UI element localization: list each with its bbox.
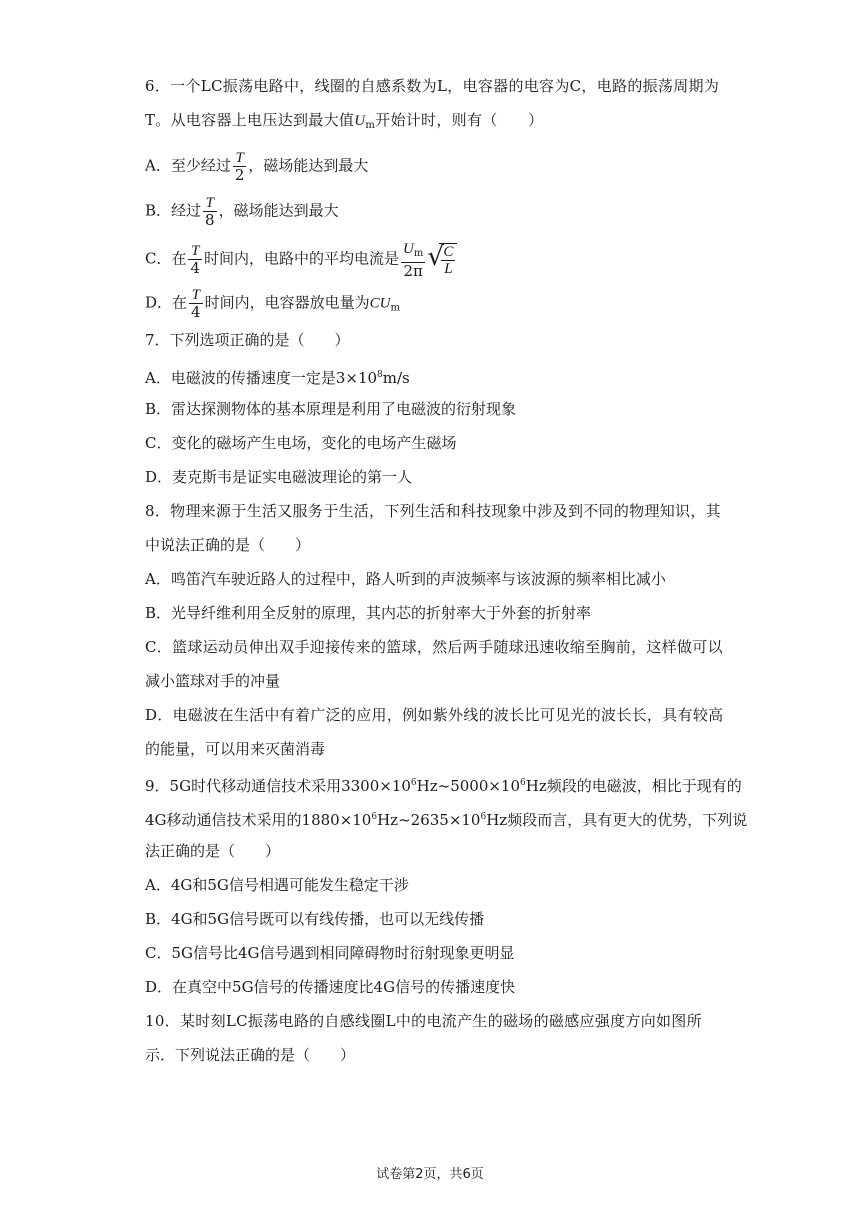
q9-option-d: D．在真空中5G信号的传播速度比4G信号的传播速度快 xyxy=(145,978,516,996)
fraction: $\frac{U_m}{2\pi}$ xyxy=(403,241,424,280)
q7-stem: 7．下列选项正确的是（ ） xyxy=(145,331,350,349)
q6-option-a: A．至少经过 $\frac{T}{2}$ ，磁场能达到最大 xyxy=(145,150,369,184)
q6-stem-line1: 6．一个LC振荡电路中，线圈的自感系数为L，电容器的电容为C，电路的振荡周期为 xyxy=(145,77,720,95)
q8-option-c-line1: C．篮球运动员伸出双手迎接传来的篮球，然后两手随球迅速收缩至胸前，这样做可以 xyxy=(145,638,723,656)
q9-option-a: A．4G和5G信号相遇可能发生稳定干涉 xyxy=(145,876,409,894)
q8-option-c-line2: 减小篮球对手的冲量 xyxy=(145,672,281,690)
q6-stem-line2: T。从电容器上电压达到最大值$U_m$开始计时，则有（ ） xyxy=(145,111,544,131)
q9-stem-line2: 4G移动通信技术采用的$1880\times 10^6Hz\sim 2635\times 10^6Hz$频段而言，具有更大的优势，下列说 xyxy=(145,811,748,829)
page-footer: 试卷第2页，共6页 xyxy=(376,1167,484,1182)
q9-stem-line1: 9．5G时代移动通信技术采用$3300\times 10^6Hz\sim 5000\times 10^6Hz$频段的电磁波，相比于现有的 xyxy=(145,777,742,795)
q7-option-d: D．麦克斯韦是证实电磁波理论的第一人 xyxy=(145,468,413,486)
q6-option-d: D．在 $\frac{T}{4}$ 时间内，电容器放电量为$CU_m$ xyxy=(145,287,400,321)
q7-option-a: A．电磁波的传播速度一定是$3\times 10^8m/s$ xyxy=(145,369,410,387)
q8-option-a: A．鸣笛汽车驶近路人的过程中，路人听到的声波频率与该波源的频率相比减小 xyxy=(145,570,666,588)
q8-option-d-line1: D．电磁波在生活中有着广泛的应用，例如紫外线的波长比可见光的波长长，具有较高 xyxy=(145,706,724,724)
q9-option-b: B．4G和5G信号既可以有线传播，也可以无线传播 xyxy=(145,910,485,928)
q7-option-c: C．变化的磁场产生电场，变化的电场产生磁场 xyxy=(145,434,457,452)
q9-option-c: C．5G信号比4G信号遇到相同障碍物时衍射现象更明显 xyxy=(145,944,515,962)
fraction: $\frac{T}{4}$ xyxy=(190,243,201,277)
q7-option-b: B．雷达探测物体的基本原理是利用了电磁波的衍射现象 xyxy=(145,400,517,418)
q8-stem-line1: 8．物理来源于生活又服务于生活，下列生活和科技现象中涉及到不同的物理知识，其 xyxy=(145,502,721,520)
fraction: $\frac{T}{8}$ xyxy=(205,195,215,229)
q10-stem-line1: 10．某时刻LC振荡电路的自感线圈L中的电流产生的磁场的磁感应强度方向如图所 xyxy=(145,1012,702,1030)
q10-stem-line2: 示．下列说法正确的是（ ） xyxy=(145,1046,356,1064)
q6-option-c: C．在 $\frac{T}{4}$ 时间内，电路中的平均电流是 $\frac{U_m}{2\pi}$ √ $\frac{C}{L}$ xyxy=(145,240,457,279)
q9-stem-line3: 法正确的是（ ） xyxy=(145,842,281,860)
q8-stem-line2: 中说法正确的是（ ） xyxy=(145,536,311,554)
fraction: $\frac{T}{2}$ xyxy=(234,150,245,184)
fraction: $\frac{T}{4}$ xyxy=(191,287,201,321)
square-root: √ $\frac{C}{L}$ xyxy=(427,243,457,277)
q6-option-b: B．经过 $\frac{T}{8}$ ，磁场能达到最大 xyxy=(145,195,339,229)
q8-option-b: B．光导纤维利用全反射的原理，其内芯的折射率大于外套的折射率 xyxy=(145,604,592,622)
q8-option-d-line2: 的能量，可以用来灭菌消毒 xyxy=(145,740,326,758)
